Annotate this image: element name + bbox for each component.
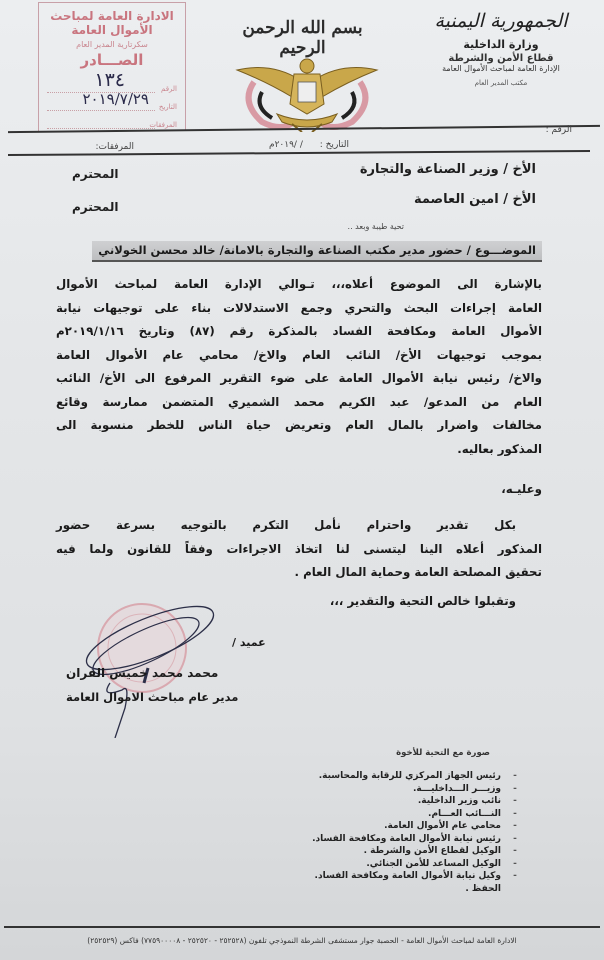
cc-item: - النـــائب العـــام. (428, 808, 517, 819)
cc-item: - الوكيل المساعد للأمن الجنائي. (366, 858, 517, 869)
cc-item: - وزيـــر الـــداخليـــة. (412, 783, 517, 794)
cc-item: - الوكيل لقطاع الأمن والشرطة . (363, 846, 517, 857)
stamp-title: الادارة العامة لمباحث الأموال العامة (50, 9, 174, 37)
body-line: بكل تقدير واحترام نأمل التكرم بالتوجيه بسرعة حضور (56, 518, 516, 532)
cc-item: - محامي عام الأموال العامة. (384, 821, 517, 832)
recipient-1: الأخ / وزير الصناعة والتجارة (359, 162, 536, 177)
stamp-date-handwritten: ٢٠١٩/٧/٢٩ (82, 90, 149, 108)
cc-item: - رئيس الجهاز المركزي للرقابة والمحاسبة. (318, 771, 517, 782)
cc-item: - رئيس نيابة الأموال العامة ومكافحة الفساد. (312, 833, 517, 844)
body-line: والاخ/ رئيس نيابة الأموال العامة على ضوء التقرير المرفوع الى الأخ/ النائب (56, 371, 542, 385)
stamp-attachments-label: المرفقات (149, 121, 177, 129)
date-label: التاريخ : (319, 140, 349, 150)
body-transition: وعليـه، (501, 482, 542, 496)
body-line: بموجب توجيهات الأخ/ النائب العام والاخ/ محامي عام الأموال العامة (56, 347, 542, 362)
signatory-name: محمد محمد خميس الفران (66, 666, 219, 680)
body-paragraph-1 (56, 273, 542, 461)
body-paragraph-2 (56, 514, 542, 585)
body-line: تحقيق المصلحة العامة وحماية المال العام . (294, 565, 542, 579)
greeting: تحية طيبة وبعد .. (347, 222, 404, 231)
signatory-title: مدير عام مباحث الاموال العامة (66, 690, 239, 704)
basmala-calligraphy: بسم الله الرحمن الرحيم (242, 18, 363, 58)
republic-name: الجمهورية اليمنية (434, 10, 568, 32)
body-line: بالإشارة الى الموضوع أعلاه،،، تـوالي الإدارة العامة لمباحث الأموال (56, 277, 542, 291)
recipient-2: الأخ / امين العاصمة (413, 192, 536, 207)
recipient-1-honorific: المحترم (72, 167, 119, 181)
footer-rule (4, 926, 600, 928)
cc-item: - نائب وزير الداخلية. (417, 796, 517, 807)
attachments-label: المرفقات: (95, 142, 134, 152)
subject-line: الموضـــوع / حضور مدير مكتب الصناعة والتجارة بالامانة/ خالد محسن الخولاني (92, 241, 542, 262)
ministry-name: وزارة الداخلية (463, 38, 539, 51)
stamp-number-handwritten: ١٣٤ (94, 69, 125, 91)
stamp-issued-label: الصـــادر (80, 51, 144, 69)
stamp-date-label: التاريخ (158, 103, 177, 111)
cc-item: - وكيل نيابة الأموال العامة ومكافحة الفساد. (314, 871, 517, 882)
cc-file-note: الحفظ . (465, 883, 501, 894)
body-line: المذكور بعاليه. (457, 441, 542, 456)
stamp-number-label: الرقم (161, 85, 177, 93)
body-line: المذكور أعلاه الينا ليتسنى لنا اتخاذ الاجراءات وفقاً للقانون ولما فيه (56, 541, 542, 556)
letterhead (416, 10, 586, 87)
stamp-attachments-row (47, 111, 177, 129)
reference-number-label: الرقم : (545, 125, 572, 135)
body-line: العامة إجراءات البحث والتحري وجمع الاستدلالات بناء على توجيهات نيابة (56, 300, 542, 315)
sector-name: قطاع الأمن والشرطة (448, 53, 554, 64)
date-field (269, 140, 349, 150)
body-line: الأموال العامة ومكافحة الفساد بالمذكرة رقم (٨٧) وتاريخ ٢٠١٩/١/١٦م (56, 324, 542, 338)
stamp-subtitle: سكرتارية المدير العام (76, 40, 148, 49)
cc-heading: صورة مع التحية للأخوة (396, 748, 490, 758)
handwritten-signature-icon (70, 588, 220, 738)
department-name: الإدارة العامة لمباحث الأموال العامة (442, 64, 560, 73)
recipient-2-honorific: المحترم (72, 200, 119, 214)
yemen-eagle-emblem-icon (232, 52, 382, 132)
office-name: مكتب المدير العام (474, 79, 528, 87)
cc-list (289, 770, 529, 895)
stamp-date-row (47, 90, 177, 111)
signatory-rank: عميد / (232, 636, 266, 649)
body-line: العام من المدعو/ عبد الكريم محمد الشميري المتضمن ممارسة وقائع (56, 394, 542, 409)
outgoing-register-stamp (38, 2, 186, 131)
footer-address: الادارة العامة لمباحث الأموال العامة - الحصبة جوار مستشفى الشرطة النموذجي تلفون (٢٥٢٥٢٨ - ٢٥٢٥٢٠ - ٧٧٥٩٠٠٠٠٨) فاكس (٢٥٢٥٢٩) (87, 936, 517, 945)
date-value: / /٢٠١٩م (269, 140, 303, 150)
closing-line: وتقبلوا خالص التحية والتقدير ،،، (329, 594, 516, 608)
body-line: مخالفات واضرار بالمال العام وتعريض حياة الناس للخطر منسوبة الى (56, 418, 542, 432)
